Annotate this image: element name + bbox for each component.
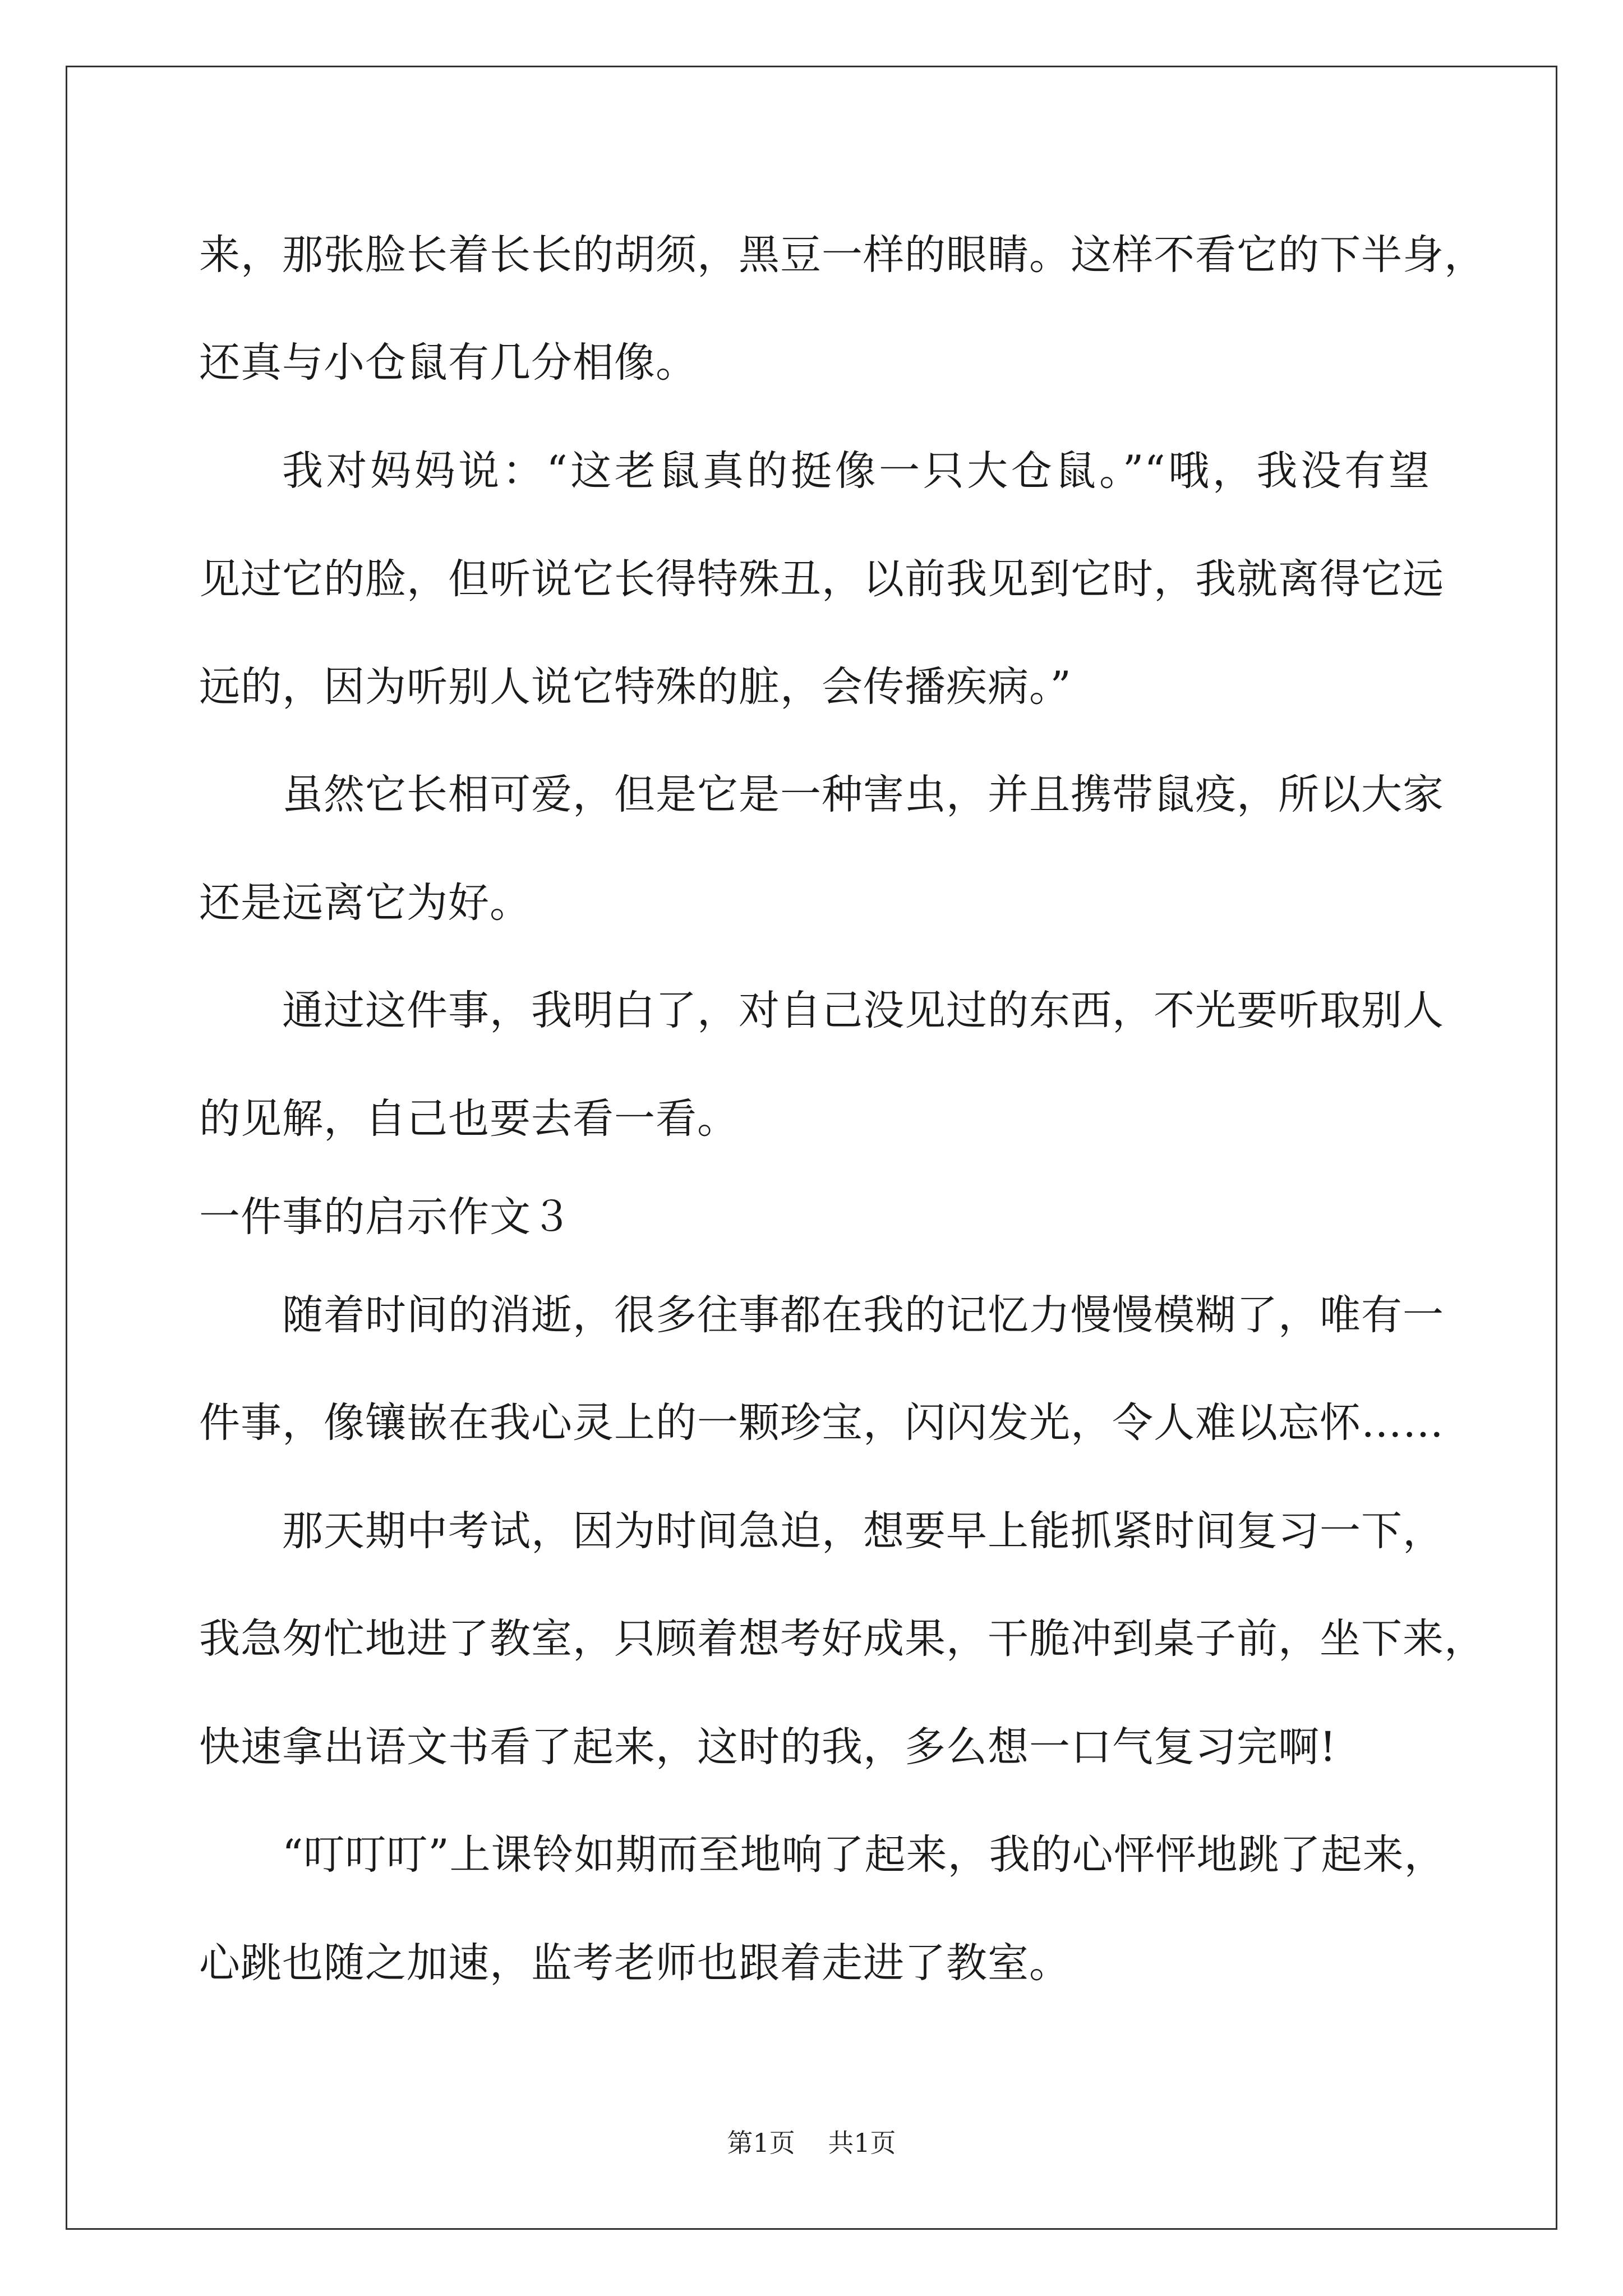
section-heading: 一件事的启示作文３ bbox=[199, 1193, 573, 1241]
paragraph-first-line: 我对妈妈说：“这老鼠真的挺像一只大仓鼠。”“哦，我没有望 bbox=[282, 447, 1430, 495]
paragraph-first-line: 通过这件事，我明白了，对自己没见过的东西，不光要听取别人 bbox=[282, 987, 1444, 1034]
text-line: 快速拿出语文书看了起来，这时的我，多么想一口气复习完啊! bbox=[199, 1723, 1337, 1771]
text-line: 心跳也随之加速，监考老师也跟着走进了教室。 bbox=[199, 1939, 1071, 1987]
text-line: 见过它的脸，但听说它长得特殊丑，以前我见到它时，我就离得它远 bbox=[199, 555, 1444, 603]
paragraph-first-line: 随着时间的消逝，很多往事都在我的记忆力慢慢模糊了，唯有一 bbox=[282, 1291, 1444, 1339]
text-line: 我急匆忙地进了教室，只顾着想考好成果，干脆冲到桌子前，坐下来， bbox=[199, 1615, 1486, 1663]
text-line: 件事，像镶嵌在我心灵上的一颗珍宝，闪闪发光，令人难以忘怀…… bbox=[199, 1399, 1444, 1447]
paragraph-first-line: 那天期中考试，因为时间急迫，想要早上能抓紧时间复习一下， bbox=[282, 1507, 1444, 1555]
footer-gap bbox=[795, 2128, 828, 2158]
text-line: 还是远离它为好。 bbox=[199, 879, 531, 927]
text-line: 还真与小仓鼠有几分相像。 bbox=[199, 339, 697, 386]
text-line: 来，那张脸长着长长的胡须，黑豆一样的眼睛。这样不看它的下半身， bbox=[199, 231, 1486, 279]
text-line: 远的，因为听别人说它特殊的脏，会传播疾病。” bbox=[199, 663, 1072, 711]
page-total: 共1页 bbox=[828, 2128, 896, 2158]
page-number: 第1页 bbox=[727, 2128, 795, 2158]
page-footer bbox=[0, 2126, 1623, 2160]
paragraph-first-line: “叮叮叮”上课铃如期而至地响了起来，我的心怦怦地跳了起来， bbox=[282, 1831, 1446, 1879]
text-line: 的见解，自己也要去看一看。 bbox=[199, 1095, 739, 1143]
paragraph-first-line: 虽然它长相可爱，但是它是一种害虫，并且携带鼠疫，所以大家 bbox=[282, 771, 1444, 818]
